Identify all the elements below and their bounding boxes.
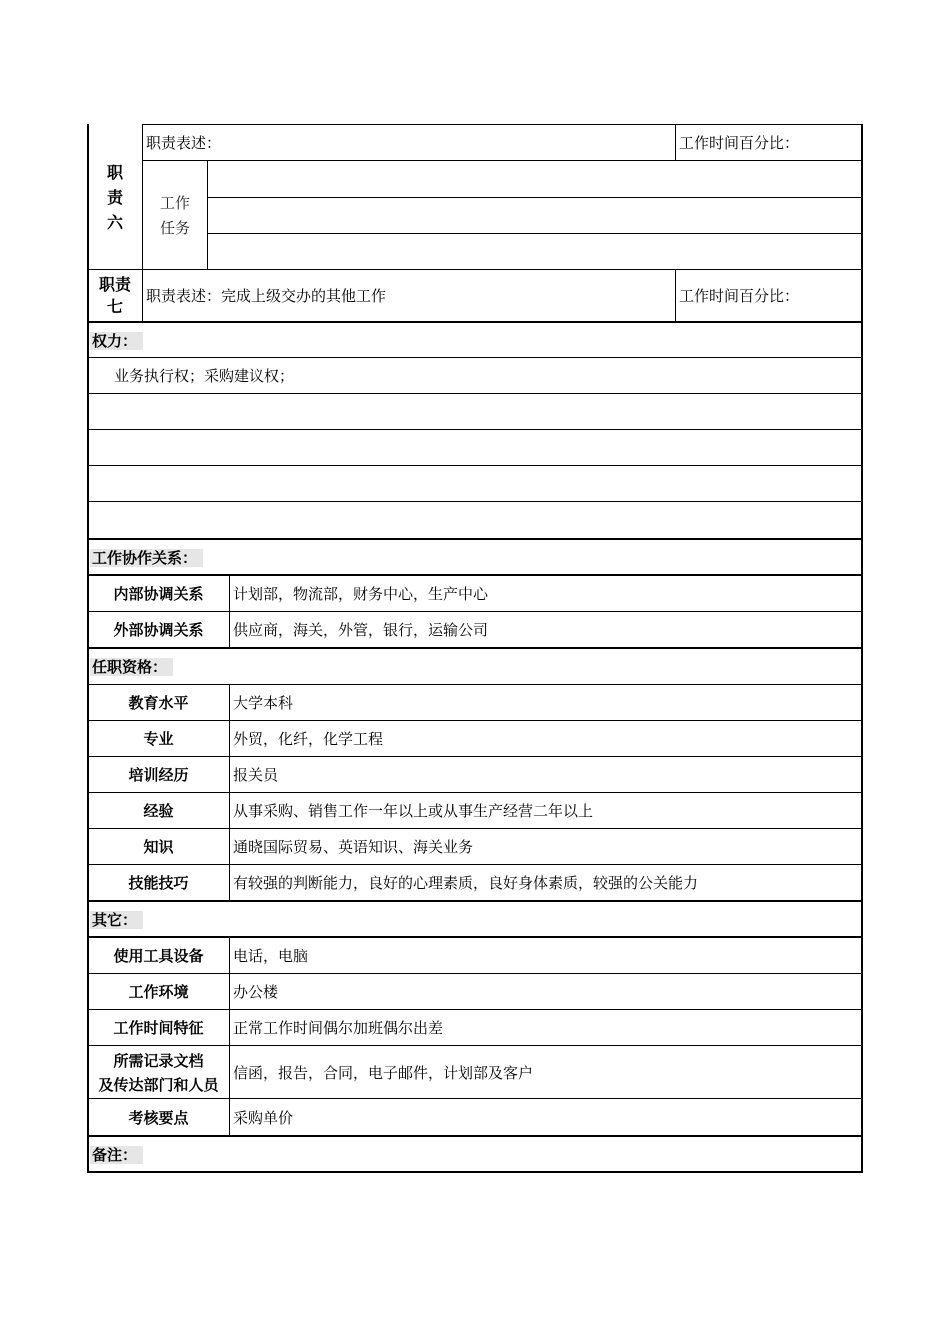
power-blank-line-1[interactable] bbox=[88, 394, 862, 430]
documents-value: 信函，报告，合同，电子邮件，计划部及客户 bbox=[233, 1063, 534, 1082]
duty6-time-percent-label: 工作时间百分比： bbox=[679, 133, 800, 152]
divider-duty-label bbox=[142, 124, 143, 322]
internal-coordination-label: 内部协调关系 bbox=[113, 585, 204, 603]
internal-coordination-value: 计划部，物流部，财务中心，生产中心 bbox=[233, 585, 489, 603]
remarks-header bbox=[90, 1137, 340, 1172]
divider-qualification-col bbox=[229, 685, 230, 901]
hline-cooperation-top bbox=[88, 538, 862, 540]
tools-equipment-label: 使用工具设备 bbox=[113, 947, 204, 965]
duty7-label: 职责 七 bbox=[98, 275, 131, 316]
power-text: 业务执行权；采购建议权； bbox=[114, 367, 295, 385]
hline-qualification-top bbox=[88, 647, 862, 649]
major-label: 专业 bbox=[143, 730, 174, 748]
duty6-label: 职 责 六 bbox=[106, 162, 123, 232]
duty7-description: 职责表述：完成上级交办的其他工作 bbox=[146, 287, 387, 305]
work-time-label: 工作时间特征 bbox=[113, 1019, 204, 1037]
power-header bbox=[90, 323, 290, 358]
divider-duty7-time bbox=[675, 270, 676, 322]
hline-duty6-task2 bbox=[207, 233, 862, 234]
cooperation-header-text: 工作协作关系： bbox=[90, 549, 203, 567]
qualification-header bbox=[90, 649, 340, 684]
duty6-task-line-1[interactable] bbox=[208, 161, 862, 197]
divider-duty6-time bbox=[675, 124, 676, 161]
qualification-header-text: 任职资格： bbox=[90, 658, 173, 676]
hline-qualification-4 bbox=[88, 792, 862, 793]
documents-label: 所需记录文档 及传达部门和人员 bbox=[98, 1051, 219, 1094]
hline-duty6-top bbox=[142, 124, 862, 125]
divider-cooperation-col bbox=[229, 576, 230, 648]
divider-other-col bbox=[229, 938, 230, 1136]
divider-duty6-task bbox=[207, 161, 208, 270]
hline-duty6-task1 bbox=[207, 197, 862, 198]
knowledge-value: 通晓国际贸易、英语知识、海关业务 bbox=[233, 838, 474, 856]
power-blank-line-3[interactable] bbox=[88, 466, 862, 502]
hline-cooperation-2 bbox=[88, 611, 862, 612]
education-value: 大学本科 bbox=[233, 694, 294, 712]
external-coordination-label: 外部协调关系 bbox=[113, 621, 204, 639]
duty7-time-percent-label: 工作时间百分比： bbox=[679, 287, 800, 305]
work-environment-value: 办公楼 bbox=[233, 983, 279, 1001]
work-time-value: 正常工作时间偶尔加班偶尔出差 bbox=[233, 1019, 444, 1037]
hline-qualification-6 bbox=[88, 864, 862, 865]
hline-cooperation-1 bbox=[88, 574, 862, 576]
duty6-task-line-3[interactable] bbox=[208, 233, 862, 270]
experience-value: 从事采购、销售工作一年以上或从事生产经营二年以上 bbox=[233, 802, 594, 820]
hline-other-5 bbox=[88, 1098, 862, 1099]
hline-power-1 bbox=[88, 357, 862, 358]
hline-qualification-2 bbox=[88, 720, 862, 721]
education-label: 教育水平 bbox=[128, 694, 189, 712]
power-header-text: 权力： bbox=[90, 332, 143, 350]
hline-other-3 bbox=[88, 1009, 862, 1010]
hline-bottom bbox=[88, 1171, 862, 1173]
experience-label: 经验 bbox=[143, 802, 174, 820]
hline-other-1 bbox=[88, 936, 862, 938]
major-value: 外贸，化纤，化学工程 bbox=[233, 730, 384, 748]
other-header-text: 其它： bbox=[90, 911, 143, 929]
skills-value: 有较强的判断能力，良好的心理素质，良好身体素质，较强的公关能力 bbox=[233, 874, 699, 892]
hline-other-2 bbox=[88, 973, 862, 974]
external-coordination-value: 供应商，海关，外管，银行，运输公司 bbox=[233, 621, 489, 639]
hline-qualification-5 bbox=[88, 828, 862, 829]
hline-other-4 bbox=[88, 1045, 862, 1046]
hline-power-2 bbox=[88, 393, 862, 394]
duty6-task-line-2[interactable] bbox=[208, 197, 862, 233]
duty6-description-label: 职责表述： bbox=[146, 133, 222, 152]
training-label: 培训经历 bbox=[128, 766, 189, 784]
duty6-task-label: 工作 任务 bbox=[159, 193, 190, 237]
other-header bbox=[90, 902, 340, 937]
hline-duty6-desc bbox=[142, 160, 862, 161]
training-value: 报关员 bbox=[233, 766, 279, 784]
tools-equipment-value: 电话，电脑 bbox=[233, 947, 309, 965]
hline-power-4 bbox=[88, 465, 862, 466]
knowledge-label: 知识 bbox=[143, 838, 174, 856]
hline-power-top bbox=[88, 321, 862, 323]
power-blank-line-2[interactable] bbox=[88, 430, 862, 466]
power-blank-line-4[interactable] bbox=[88, 502, 862, 539]
hline-power-3 bbox=[88, 429, 862, 430]
hline-other-top bbox=[88, 900, 862, 902]
assessment-label: 考核要点 bbox=[128, 1108, 189, 1127]
work-environment-label: 工作环境 bbox=[128, 983, 189, 1001]
hline-qualification-3 bbox=[88, 756, 862, 757]
hline-qualification-1 bbox=[88, 684, 862, 685]
cooperation-header bbox=[90, 540, 340, 575]
hline-duty7-top bbox=[88, 269, 862, 270]
hline-power-5 bbox=[88, 501, 862, 502]
remarks-header-text: 备注： bbox=[90, 1146, 143, 1164]
skills-label: 技能技巧 bbox=[128, 874, 189, 892]
assessment-value: 采购单价 bbox=[233, 1108, 294, 1127]
hline-remarks-top bbox=[88, 1135, 862, 1137]
